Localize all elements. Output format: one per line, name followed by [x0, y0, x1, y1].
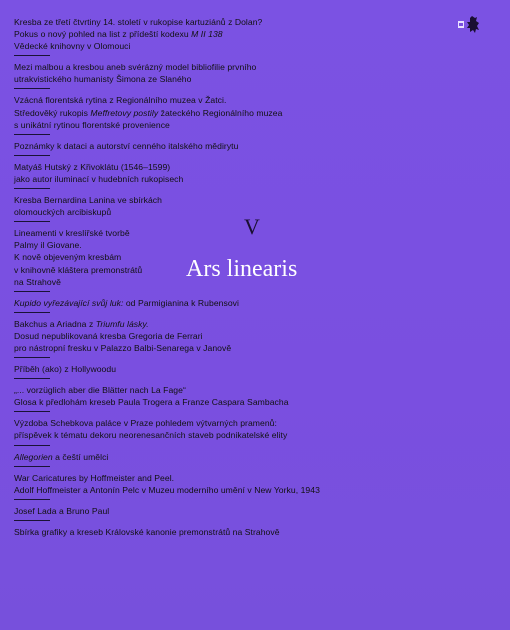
entry-separator — [14, 155, 50, 156]
toc-entry-line — [14, 206, 354, 218]
entry-separator — [14, 291, 50, 292]
toc-text: utrakvistického humanisty Šimona ze Slaného — [14, 74, 192, 85]
toc-entry-line — [14, 396, 354, 408]
toc-text: Matyáš Hutský z Křivoklátu (1546–1599) — [14, 161, 171, 172]
toc-text: Vzácná florentská rytina z Regionálního muzea v Žatci. — [14, 95, 227, 106]
toc-entry-line — [14, 318, 354, 330]
toc-entry-line — [14, 227, 354, 239]
lion-emblem-icon — [458, 14, 486, 36]
toc-entry-line — [14, 119, 354, 131]
toc-text: Výzdoba Schebkova paláce v Praze pohledem výtvarných pramenů: — [14, 418, 277, 429]
toc-entry-line — [14, 472, 354, 484]
entry-separator — [14, 466, 50, 467]
toc-text: Bakchus a Ariadna z — [14, 318, 96, 329]
series-title: Ars linearis — [186, 256, 298, 282]
entry-separator — [14, 378, 50, 379]
entry-separator — [14, 134, 50, 135]
entry-separator — [14, 188, 50, 189]
toc-text: Poznámky k dataci a autorství cenného italského mědirytu — [14, 140, 239, 151]
toc-entry-line — [14, 297, 354, 309]
toc-text: Vědecké knihovny v Olomouci — [14, 41, 131, 52]
toc-text: Glosa k předlohám kreseb Paula Trogera a Franze Caspara Sambacha — [14, 397, 289, 408]
toc-entry-line — [14, 40, 354, 52]
toc-text: příspěvek k tématu dekoru neorenesančních staveb podnikatelské elity — [14, 430, 288, 441]
toc-text: v knihovně kláštera premonstrátů — [14, 264, 143, 275]
toc-entry-line — [14, 429, 354, 441]
toc-entry — [14, 526, 354, 538]
entry-separator — [14, 312, 50, 313]
entry-separator — [14, 520, 50, 521]
toc-text: Josef Lada a Bruno Paul — [14, 505, 110, 516]
toc-entry — [14, 363, 354, 375]
toc-entry-line — [14, 330, 354, 342]
entry-separator — [14, 499, 50, 500]
toc-entry — [14, 384, 354, 408]
toc-text: Adolf Hoffmeister a Antonín Pelc v Muzeu moderního umění v New Yorku, 1943 — [14, 484, 320, 495]
toc-italic-text: Kupido vyřezávající svůj luk: — [14, 297, 124, 308]
table-of-contents — [14, 16, 354, 538]
toc-text: War Caricatures by Hoffmeister and Peel. — [14, 472, 175, 483]
entry-separator — [14, 357, 50, 358]
toc-entry-line — [14, 94, 354, 106]
toc-italic-text: M II 138 — [191, 29, 223, 40]
toc-entry-line — [14, 61, 354, 73]
toc-text: Středověký rukopis — [14, 107, 91, 118]
toc-entry-line — [14, 451, 354, 463]
volume-numeral: V — [244, 214, 260, 239]
toc-text: Lineamenti v kreslířské tvorbě — [14, 228, 130, 239]
toc-text: pro nástropní fresku v Palazzo Balbi-Senarega v Janově — [14, 342, 232, 353]
toc-entry-line — [14, 363, 354, 375]
toc-entry — [14, 16, 354, 52]
toc-text: Kresba ze třetí čtvrtiny 14. století v rukopise kartuziánů z Dolan? — [14, 17, 263, 27]
toc-italic-text: Allegorien — [14, 451, 53, 462]
toc-entry-line — [14, 417, 354, 429]
toc-entry-line — [14, 276, 354, 288]
toc-text: Palmy il Giovane. — [14, 240, 82, 251]
entry-separator — [14, 411, 50, 412]
toc-text: K nově objeveným kresbám — [14, 252, 122, 263]
entry-separator — [14, 88, 50, 89]
toc-entry — [14, 297, 354, 309]
toc-entry-line — [14, 173, 354, 185]
toc-entry — [14, 94, 354, 130]
entry-separator — [14, 55, 50, 56]
toc-entry — [14, 140, 354, 152]
toc-entry-line — [14, 140, 354, 152]
toc-entry-line — [14, 107, 354, 119]
toc-entry — [14, 161, 354, 185]
toc-italic-text: Triumfu lásky. — [95, 318, 149, 329]
toc-entry — [14, 417, 354, 441]
toc-text: a čeští umělci — [52, 451, 109, 462]
toc-text: na Strahově — [14, 276, 61, 287]
toc-entry — [14, 318, 354, 354]
toc-entry-line — [14, 342, 354, 354]
toc-entry — [14, 472, 354, 496]
toc-entry-line — [14, 73, 354, 85]
toc-entry-line — [14, 264, 354, 276]
toc-entry-line — [14, 484, 354, 496]
toc-text: Pokus o nový pohled na list z přídeští kodexu — [14, 29, 192, 40]
toc-entry-line — [14, 384, 354, 396]
toc-entry — [14, 194, 354, 218]
toc-entry-line — [14, 161, 354, 173]
entry-separator — [14, 445, 50, 446]
toc-text: olomouckých arcibiskupů — [14, 207, 112, 218]
toc-text: Mezi malbou a kresbou aneb svérázný model bibliofilie prvního — [14, 62, 257, 73]
toc-entry-line — [14, 16, 354, 28]
toc-text: Sbírka grafiky a kreseb Královské kanonie premonstrátů na Strahově — [14, 526, 280, 537]
toc-text: „... vorzüglich aber die Blätter nach La Fage“ — [14, 385, 186, 396]
toc-entry-line — [14, 194, 354, 206]
entry-separator — [14, 221, 50, 222]
toc-text: s unikátní rytinou florentské provenience — [14, 119, 170, 130]
toc-entry-line — [14, 526, 354, 538]
toc-italic-text: Meffretovy postily — [90, 107, 159, 118]
toc-entry — [14, 505, 354, 517]
toc-text: žateckého Regionálního muzea — [158, 107, 283, 118]
toc-entry-line — [14, 505, 354, 517]
toc-entry-line — [14, 251, 354, 263]
toc-entry-line — [14, 28, 354, 40]
toc-text: Kresba Bernardina Lanina ve sbírkách — [14, 195, 162, 206]
toc-entry — [14, 451, 354, 463]
toc-entry — [14, 61, 354, 85]
toc-text: Dosud nepublikovaná kresba Gregoria de Ferrari — [14, 330, 203, 341]
toc-entry-line — [14, 239, 354, 251]
toc-text: od Parmigianina k Rubensovi — [123, 297, 239, 308]
toc-text: Příběh (ako) z Hollywoodu — [14, 364, 117, 375]
toc-text: jako autor iluminací v hudebních rukopisech — [14, 173, 184, 184]
toc-entry — [14, 227, 354, 287]
